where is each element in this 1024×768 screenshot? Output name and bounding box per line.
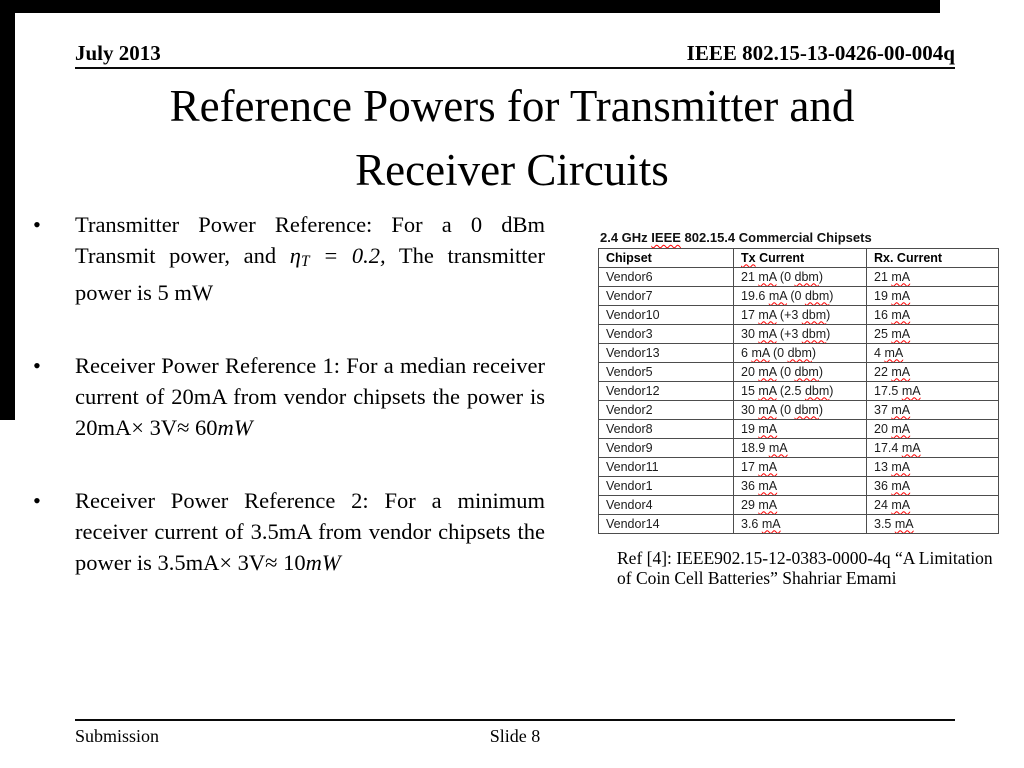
tx-current-cell: 18.9 mA	[734, 439, 867, 458]
spellcheck-underline: dbm	[794, 269, 819, 284]
tx-current-cell: 30 mA (+3 dbm)	[734, 325, 867, 344]
tx-current-cell: 19 mA	[734, 420, 867, 439]
header-doc-id: IEEE 802.15-13-0426-00-004q	[686, 41, 955, 65]
spellcheck-underline: dbm	[801, 326, 827, 341]
spellcheck-underline: mA	[891, 269, 911, 284]
tx-current-cell: 19.6 mA (0 dbm)	[734, 287, 867, 306]
rx-current-cell: 36 mA	[867, 477, 999, 496]
spellcheck-underline: mA	[884, 345, 904, 360]
spellcheck-underline: mA	[758, 307, 777, 322]
chipset-cell: Vendor13	[599, 344, 734, 363]
spellcheck-underline: mA	[758, 269, 777, 284]
chipset-cell: Vendor9	[599, 439, 734, 458]
spellcheck-underline: mA	[891, 478, 911, 493]
bullet-marker: •	[33, 352, 41, 378]
chipset-cell: Vendor10	[599, 306, 734, 325]
chipset-cell: Vendor11	[599, 458, 734, 477]
spellcheck-underline: mA	[758, 459, 778, 474]
table-row	[599, 382, 999, 401]
column-header: Rx. Current	[867, 249, 999, 268]
spellcheck-underline: mA	[758, 402, 777, 417]
rx-current-cell: 17.4 mA	[867, 439, 999, 458]
chipset-cell: Vendor8	[599, 420, 734, 439]
text-run: Receiver Power Reference 2: For a minimum receiver current of 3.5mA from vendor chipsets the power is 3.5mA× 3V≈ 10	[75, 487, 545, 575]
tx-current-cell: 36 mA	[734, 477, 867, 496]
table-row	[599, 401, 999, 420]
bullet-list	[33, 209, 545, 620]
table-row	[599, 306, 999, 325]
bullet-text	[75, 209, 545, 308]
tx-current-cell: 30 mA (0 dbm)	[734, 401, 867, 420]
chipset-table-section	[598, 230, 998, 534]
chipset-cell: Vendor7	[599, 287, 734, 306]
spellcheck-underline: mA	[891, 364, 911, 379]
rx-current-cell: 19 mA	[867, 287, 999, 306]
spellcheck-underline: mA	[891, 421, 911, 436]
chipset-cell: Vendor6	[599, 268, 734, 287]
tx-current-cell: 20 mA (0 dbm)	[734, 363, 867, 382]
rx-current-cell: 4 mA	[867, 344, 999, 363]
chipset-cell: Vendor5	[599, 363, 734, 382]
spellcheck-underline: dbm	[804, 288, 830, 303]
rx-current-cell: 16 mA	[867, 306, 999, 325]
spellcheck-underline: mA	[901, 440, 921, 455]
spellcheck-underline: mA	[768, 288, 787, 303]
bullet-marker: •	[33, 212, 41, 237]
spellcheck-underline: dbm	[794, 402, 819, 417]
reference-note	[617, 549, 1012, 588]
spellcheck-underline: mA	[891, 402, 911, 417]
rx-current-cell: 22 mA	[867, 363, 999, 382]
math-run: η	[289, 243, 301, 268]
table-row	[599, 268, 999, 287]
bullet-item-1	[33, 209, 545, 308]
spellcheck-underline: mA	[758, 478, 778, 493]
tx-current-cell: 21 mA (0 dbm)	[734, 268, 867, 287]
spellcheck-underline: mA	[891, 326, 911, 341]
rx-current-cell: 20 mA	[867, 420, 999, 439]
chipset-cell: Vendor2	[599, 401, 734, 420]
text-run: Receiver Power Reference 1: For a median receiver current of 20mA from vendor chipsets the power is 20mA× 3V≈ 60	[75, 352, 545, 440]
tx-current-cell: 15 mA (2.5 dbm)	[734, 382, 867, 401]
chipset-table-caption: 2.4 GHz IEEE 802.15.4 Commercial Chipsets	[600, 230, 872, 245]
header-date: July 2013	[75, 41, 161, 65]
spellcheck-underline: IEEE	[651, 230, 681, 245]
chipset-cell: Vendor12	[599, 382, 734, 401]
table-row	[599, 344, 999, 363]
tx-current-cell: 17 mA	[734, 458, 867, 477]
column-header: Tx Current	[734, 249, 867, 268]
chipset-cell: Vendor4	[599, 496, 734, 515]
reference-line-2: of Coin Cell Batteries” Shahriar Emami	[617, 567, 897, 588]
spellcheck-underline: mA	[894, 516, 914, 531]
table-row	[599, 477, 999, 496]
column-header: Chipset	[599, 249, 734, 268]
spellcheck-underline: mA	[758, 383, 777, 398]
bullet-item-2	[33, 350, 545, 443]
title-line-2: Receiver Circuits	[355, 145, 669, 195]
tx-current-cell: 17 mA (+3 dbm)	[734, 306, 867, 325]
rx-current-cell: 13 mA	[867, 458, 999, 477]
text-run: The transmitter power is 5 mW	[75, 243, 546, 305]
math-run: mW	[217, 414, 253, 440]
spellcheck-underline: mA	[891, 307, 911, 322]
table-header-row	[599, 249, 999, 268]
chipset-cell: Vendor3	[599, 325, 734, 344]
spellcheck-underline: dbm	[787, 345, 812, 360]
table-row	[599, 325, 999, 344]
spellcheck-underline: mA	[758, 421, 778, 436]
rx-current-cell: 37 mA	[867, 401, 999, 420]
background-edge-left	[0, 0, 15, 420]
rx-current-cell: 25 mA	[867, 325, 999, 344]
rx-current-cell: 17.5 mA	[867, 382, 999, 401]
slide-title	[102, 74, 922, 202]
table-row	[599, 363, 999, 382]
bullet-marker: •	[33, 487, 41, 513]
table-row	[599, 439, 999, 458]
spellcheck-underline: mA	[758, 497, 778, 512]
spellcheck-underline: mA	[891, 288, 911, 303]
bullet-item-3	[33, 485, 545, 578]
tx-current-cell: 29 mA	[734, 496, 867, 515]
spellcheck-underline: mA	[891, 459, 911, 474]
spellcheck-underline: mA	[768, 440, 788, 455]
table-row	[599, 287, 999, 306]
chipset-table	[598, 248, 999, 534]
table-row	[599, 515, 999, 534]
table-row	[599, 496, 999, 515]
footer-slide-number: Slide 8	[489, 726, 541, 746]
spellcheck-underline: mA	[891, 497, 911, 512]
table-row	[599, 458, 999, 477]
spellcheck-underline: dbm	[801, 307, 827, 322]
spellcheck-underline: mA	[758, 364, 777, 379]
slide-footer	[75, 719, 955, 747]
spellcheck-underline: dbm	[804, 383, 830, 398]
math-run: T	[300, 252, 310, 270]
title-line-1: Reference Powers for Transmitter and	[169, 81, 855, 131]
footer-submission-label: Submission	[75, 726, 160, 746]
rx-current-cell: 24 mA	[867, 496, 999, 515]
background-edge-top	[0, 0, 940, 13]
math-run: = 0.2,	[309, 243, 386, 268]
tx-current-cell: 3.6 mA	[734, 515, 867, 534]
chipset-cell: Vendor1	[599, 477, 734, 496]
spellcheck-underline: mA	[751, 345, 770, 360]
rx-current-cell: 3.5 mA	[867, 515, 999, 534]
table-row	[599, 420, 999, 439]
spellcheck-underline: dbm	[794, 364, 819, 379]
text-run: Transmitter Power Reference: For a 0 dBm Transmit power, and	[75, 212, 545, 268]
math-run: mW	[305, 549, 341, 575]
spellcheck-underline: mA	[761, 516, 781, 531]
bullet-text	[75, 350, 545, 443]
bullet-text	[75, 485, 545, 578]
spellcheck-underline: mA	[758, 326, 777, 341]
spellcheck-underline: Tx	[741, 250, 756, 265]
tx-current-cell: 6 mA (0 dbm)	[734, 344, 867, 363]
spellcheck-underline: mA	[901, 383, 921, 398]
reference-line-1: Ref [4]: IEEE902.15-12-0383-0000-4q “A Limitation	[617, 548, 993, 568]
rx-current-cell: 21 mA	[867, 268, 999, 287]
slide-header	[75, 41, 955, 69]
chipset-cell: Vendor14	[599, 515, 734, 534]
